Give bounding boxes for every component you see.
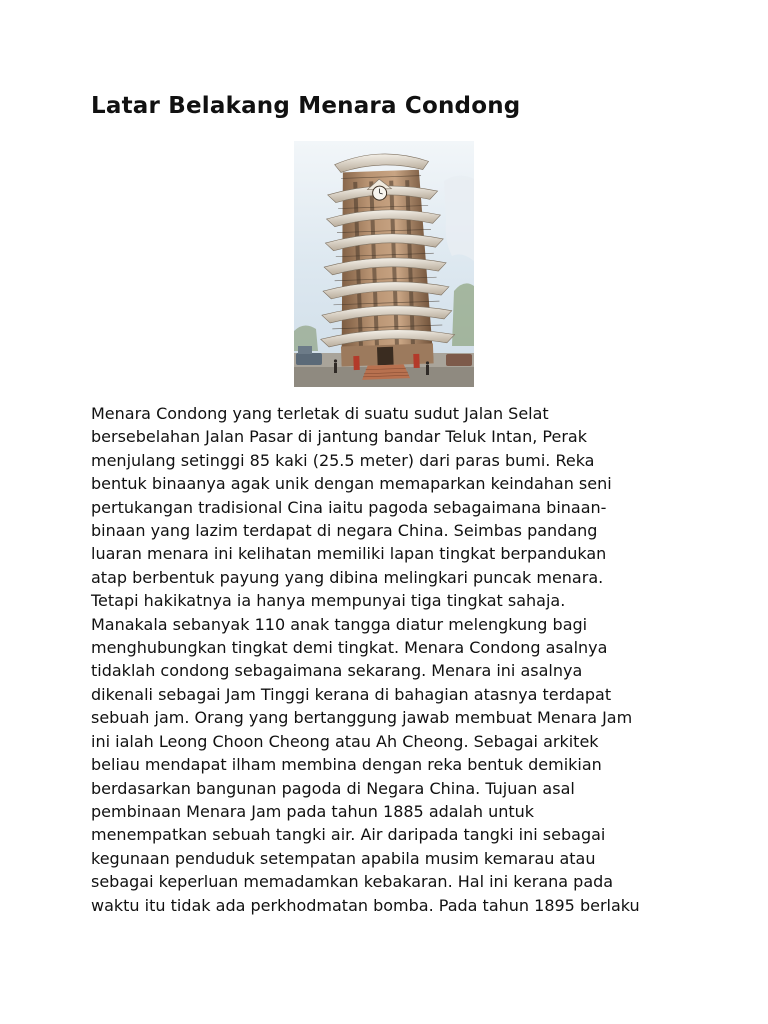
paragraph-line: menempatkan sebuah tangki air. Air daripada tangki ini sebagai — [91, 825, 606, 845]
leaning-tower-photo — [294, 141, 474, 387]
paragraph-line: bentuk binaanya agak unik dengan memaparkan keindahan seni — [91, 474, 612, 494]
paragraph-line: luaran menara ini kelihatan memiliki lapan tingkat berpandukan — [91, 544, 607, 564]
paragraph-line: bersebelahan Jalan Pasar di jantung bandar Teluk Intan, Perak — [91, 427, 587, 447]
body-paragraph — [91, 402, 691, 917]
paragraph-line: waktu itu tidak ada perkhodmatan bomba. Pada tahun 1895 berlaku — [91, 895, 640, 915]
paragraph-line: Tetapi hakikatnya ia hanya mempunyai tiga tingkat sahaja. — [91, 591, 566, 611]
page-title: Latar Belakang Menara Condong — [91, 93, 521, 119]
paragraph-line: sebuah jam. Orang yang bertanggung jawab membuat Menara Jam — [91, 708, 633, 728]
paragraph-line: beliau mendapat ilham membina dengan reka bentuk demikian — [91, 755, 602, 775]
paragraph-line: berdasarkan bangunan pagoda di Negara China. Tujuan asal — [91, 778, 575, 798]
paragraph-line: kegunaan penduduk setempatan apabila musim kemarau atau — [91, 848, 596, 868]
paragraph-line: binaan yang lazim terdapat di negara China. Seimbas pandang — [91, 521, 598, 541]
paragraph-line: dikenali sebagai Jam Tinggi kerana di bahagian atasnya terdapat — [91, 684, 612, 704]
paragraph-line: pembinaan Menara Jam pada tahun 1885 adalah untuk — [91, 801, 535, 821]
paragraph-line: pertukangan tradisional Cina iaitu pagoda sebagaimana binaan- — [91, 497, 607, 517]
paragraph-line: sebagai keperluan memadamkan kebakaran. Hal ini kerana pada — [91, 872, 614, 892]
paragraph-line: atap berbentuk payung yang dibina melingkari puncak menara. — [91, 567, 604, 587]
paragraph-line: menghubungkan tingkat demi tingkat. Menara Condong asalnya — [91, 638, 608, 658]
paragraph-line: menjulang setinggi 85 kaki (25.5 meter) dari paras bumi. Reka — [91, 450, 595, 470]
paragraph-line: Menara Condong yang terletak di suatu sudut Jalan Selat — [91, 404, 549, 423]
paragraph-line: Manakala sebanyak 110 anak tangga diatur melengkung bagi — [91, 614, 588, 634]
paragraph-line: tidaklah condong sebagaimana sekarang. Menara ini asalnya — [91, 661, 583, 681]
paragraph-line: ini ialah Leong Choon Cheong atau Ah Cheong. Sebagai arkitek — [91, 731, 599, 751]
